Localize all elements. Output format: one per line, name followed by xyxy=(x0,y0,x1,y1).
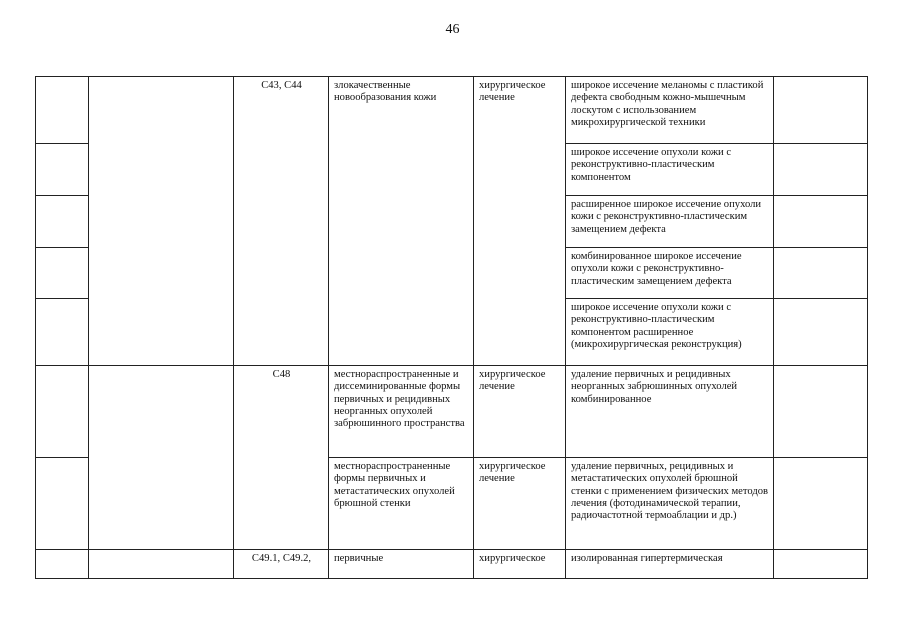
diagnosis-cell: первичные xyxy=(329,550,474,579)
table-cell-blank xyxy=(89,77,234,366)
diagnosis-cell: местнораспространенные и диссеминированные формы первичных и рецидивных неорганных опухолей забрюшинного пространства xyxy=(329,366,474,458)
table-row xyxy=(36,77,868,144)
table-cell-blank xyxy=(774,144,868,196)
table-cell-blank xyxy=(774,248,868,299)
table-cell-blank xyxy=(774,458,868,550)
treatment-methods-table xyxy=(35,76,868,579)
treatment-type-cell: хирургическое лечение xyxy=(474,77,566,366)
table-cell-blank xyxy=(774,366,868,458)
table-cell-blank xyxy=(774,77,868,144)
table-cell-blank xyxy=(36,77,89,144)
table-cell-blank xyxy=(36,299,89,366)
table-cell-blank xyxy=(36,196,89,248)
page-number: 46 xyxy=(445,22,460,37)
method-cell: широкое иссечение опухоли кожи с реконструктивно-пластическим компонентом xyxy=(566,144,774,196)
table-cell-blank xyxy=(36,248,89,299)
table-cell-blank xyxy=(774,196,868,248)
method-cell: удаление первичных и рецидивных неорганных забрюшинных опухолей комбинированное xyxy=(566,366,774,458)
table-cell-blank xyxy=(774,550,868,579)
diagnosis-cell: местнораспространенные формы первичных и метастатических опухолей брюшной стенки xyxy=(329,458,474,550)
table-row xyxy=(36,366,868,458)
method-cell: широкое иссечение меланомы с пластикой дефекта свободным кожно-мышечным лоскутом с использованием микрохирургической техники xyxy=(566,77,774,144)
method-cell: изолированная гипертермическая xyxy=(566,550,774,579)
table-cell-blank xyxy=(36,550,89,579)
table-cell-blank xyxy=(36,366,89,458)
treatment-type-cell: хирургическое лечение xyxy=(474,366,566,458)
method-cell: комбинированное широкое иссечение опухоли кожи с реконструктивно-пластическим замещением дефекта xyxy=(566,248,774,299)
table-cell-blank xyxy=(36,144,89,196)
method-cell: расширенное широкое иссечение опухоли кожи с реконструктивно-пластическим замещением дефекта xyxy=(566,196,774,248)
code-cell: C43, C44 xyxy=(234,77,329,366)
treatment-type-cell: хирургическое xyxy=(474,550,566,579)
table-cell-blank xyxy=(774,299,868,366)
table-cell-blank xyxy=(36,458,89,550)
table-cell-blank xyxy=(89,550,234,579)
treatment-type-cell: хирургическое лечение xyxy=(474,458,566,550)
code-cell: C49.1, C49.2, xyxy=(234,550,329,579)
table-cell-blank xyxy=(89,366,234,550)
diagnosis-cell: злокачественные новообразования кожи xyxy=(329,77,474,366)
method-cell: удаление первичных, рецидивных и метастатических опухолей брюшной стенки с применением физических методов лечения (фотодинамической терапии, радиочастотной термоаблации и др.) xyxy=(566,458,774,550)
table-row xyxy=(36,550,868,579)
method-cell: широкое иссечение опухоли кожи с реконструктивно-пластическим компонентом расширенное (микрохирургическая реконструкция) xyxy=(566,299,774,366)
code-cell: C48 xyxy=(234,366,329,550)
